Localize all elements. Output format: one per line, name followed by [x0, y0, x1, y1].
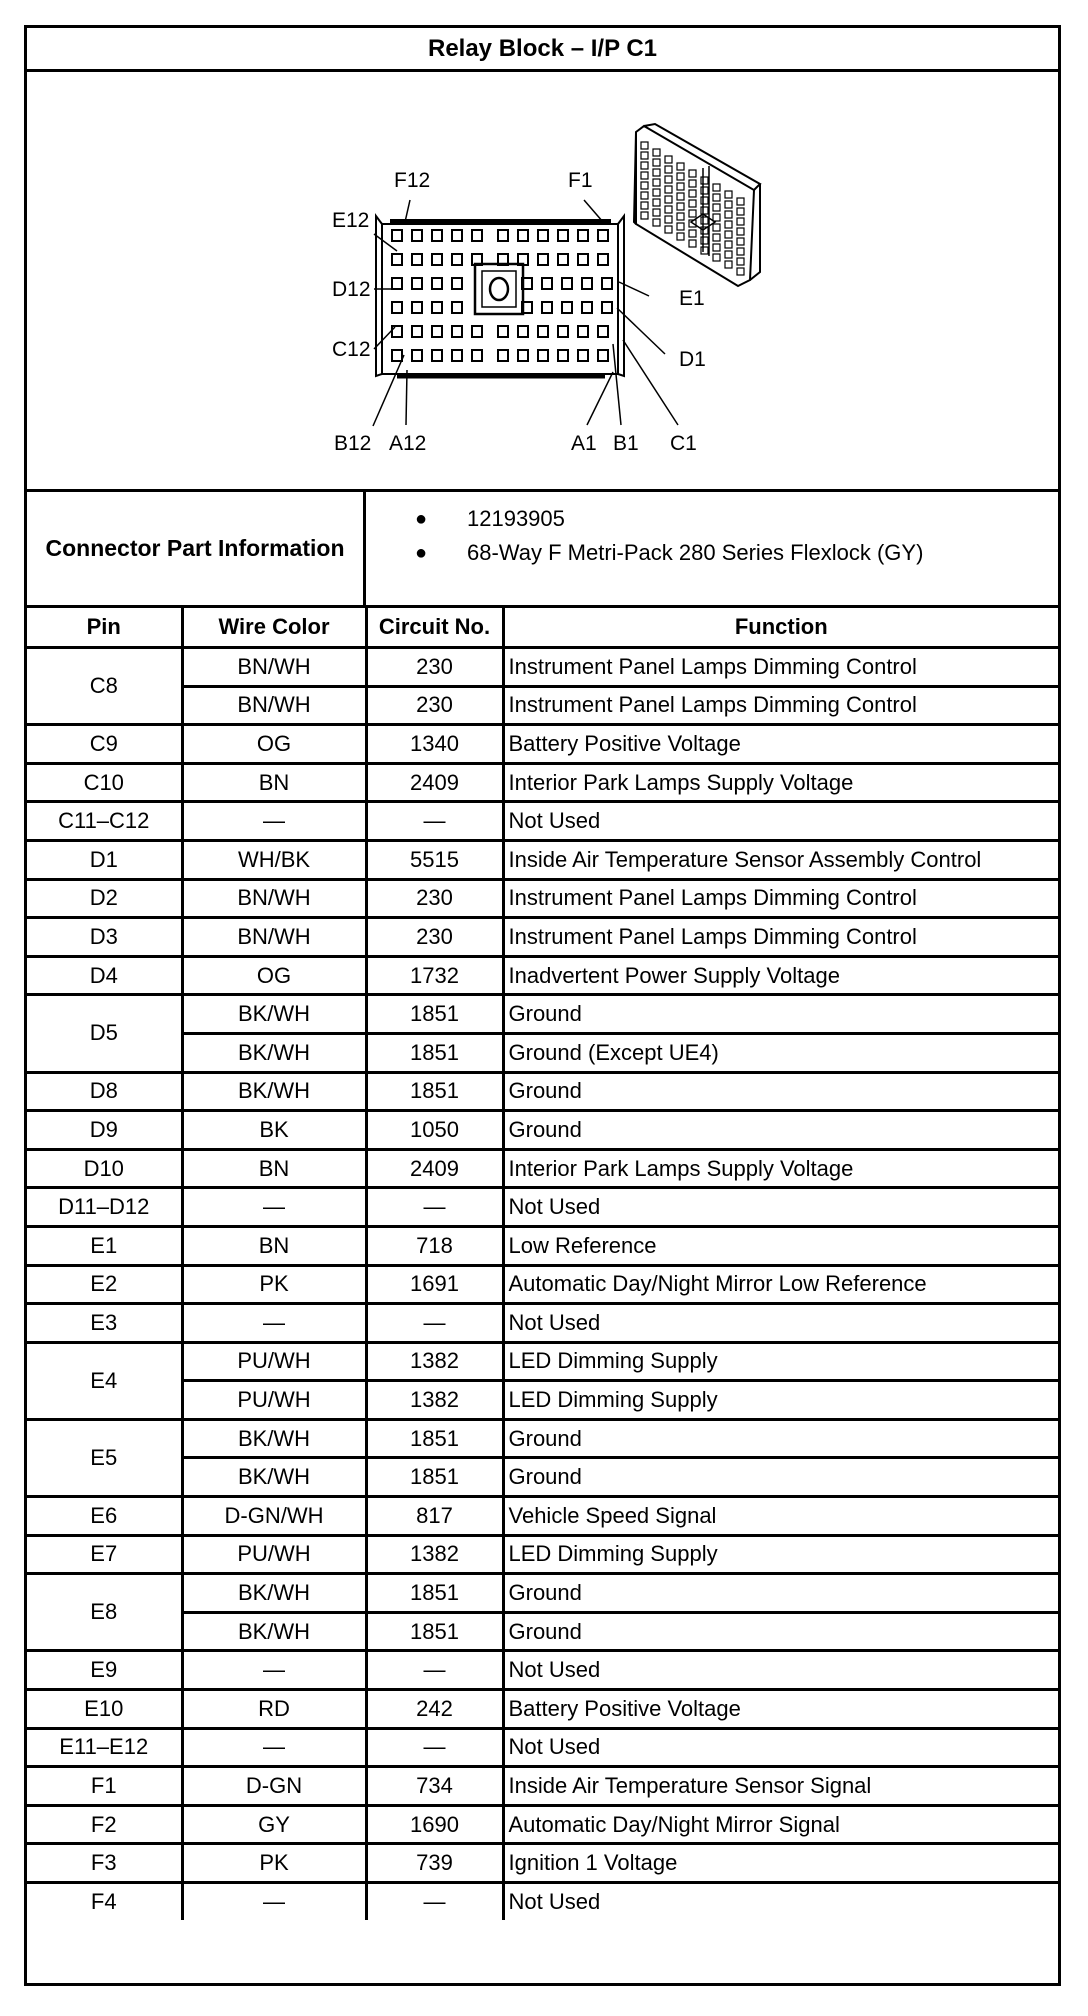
pin-cell: D1 — [27, 840, 182, 879]
circuit-cell: 2409 — [366, 763, 503, 802]
wire-color-cell: BK/WH — [182, 1419, 366, 1458]
function-cell: Inadvertent Power Supply Voltage — [503, 956, 1058, 995]
connector-cavity — [598, 350, 608, 361]
connector-cavity — [582, 302, 592, 313]
wire-color-cell: BN/WH — [182, 918, 366, 957]
wire-color-cell: BK/WH — [182, 1072, 366, 1111]
cavity-label-d12: D12 — [332, 278, 371, 301]
circuit-cell: 1382 — [366, 1381, 503, 1420]
connector-cavity — [392, 278, 402, 289]
table-row — [27, 840, 1058, 879]
circuit-cell: 5515 — [366, 840, 503, 879]
function-cell: Interior Park Lamps Supply Voltage — [503, 1149, 1058, 1188]
table-header-row — [27, 608, 1058, 648]
connector-cavity — [598, 254, 608, 265]
connector-cavity — [432, 254, 442, 265]
table-row — [27, 1342, 1058, 1381]
function-cell: Ground — [503, 1574, 1058, 1613]
function-cell: Not Used — [503, 1728, 1058, 1767]
connector-cavity — [452, 278, 462, 289]
table-row — [27, 1381, 1058, 1420]
pin-cell: D2 — [27, 879, 182, 918]
function-cell: Ground — [503, 1072, 1058, 1111]
table-row — [27, 1072, 1058, 1111]
connector-cavity — [432, 326, 442, 337]
function-cell: Not Used — [503, 1188, 1058, 1227]
table-row — [27, 995, 1058, 1034]
table-row — [27, 1304, 1058, 1343]
connector-cavity — [602, 302, 612, 313]
header-circuit-no: Circuit No. — [366, 608, 503, 648]
wire-color-cell: BN — [182, 763, 366, 802]
wire-color-cell: RD — [182, 1690, 366, 1729]
cavity-label-a1: A1 — [571, 432, 597, 455]
part-description: 68-Way F Metri-Pack 280 Series Flexlock (GY) — [467, 540, 924, 565]
connector-cavity — [542, 302, 552, 313]
circuit-cell: — — [366, 1728, 503, 1767]
pin-cell: D3 — [27, 918, 182, 957]
table-row — [27, 1458, 1058, 1497]
connector-cavity — [412, 278, 422, 289]
circuit-cell: 1690 — [366, 1805, 503, 1844]
table-row — [27, 1265, 1058, 1304]
pin-cell: C9 — [27, 725, 182, 764]
pin-cell: E11–E12 — [27, 1728, 182, 1767]
circuit-cell: 230 — [366, 879, 503, 918]
circuit-cell: 1050 — [366, 1111, 503, 1150]
circuit-cell: — — [366, 1304, 503, 1343]
pin-cell: D8 — [27, 1072, 182, 1111]
pin-cell: E4 — [27, 1342, 182, 1419]
circuit-cell: 734 — [366, 1767, 503, 1806]
connector-cavity — [412, 302, 422, 313]
pin-cell: E1 — [27, 1226, 182, 1265]
part-info-item: ● 12193905 — [415, 506, 565, 531]
function-cell: Vehicle Speed Signal — [503, 1497, 1058, 1536]
wire-color-cell: BK/WH — [182, 995, 366, 1034]
connector-cavity — [392, 230, 402, 241]
wire-color-cell: — — [182, 1883, 366, 1920]
function-cell: Ground — [503, 1458, 1058, 1497]
cavity-grid — [392, 230, 612, 361]
function-cell: Ignition 1 Voltage — [503, 1844, 1058, 1883]
table-row — [27, 879, 1058, 918]
connector-cavity — [518, 326, 528, 337]
circuit-cell: 718 — [366, 1226, 503, 1265]
connector-cavity — [578, 230, 588, 241]
connector-cavity — [392, 350, 402, 361]
connector-cavity — [472, 326, 482, 337]
connector-cavity — [538, 326, 548, 337]
part-info-list — [367, 502, 923, 570]
function-cell: LED Dimming Supply — [503, 1342, 1058, 1381]
cavity-label-b12: B12 — [334, 432, 372, 455]
function-cell: Ground (Except UE4) — [503, 1033, 1058, 1072]
table-row — [27, 725, 1058, 764]
connector-cavity — [578, 350, 588, 361]
table-row — [27, 1149, 1058, 1188]
circuit-cell: 1851 — [366, 1574, 503, 1613]
pin-cell: F4 — [27, 1883, 182, 1920]
connector-cavity — [412, 230, 422, 241]
circuit-cell: — — [366, 1188, 503, 1227]
function-cell: Low Reference — [503, 1226, 1058, 1265]
function-cell: LED Dimming Supply — [503, 1381, 1058, 1420]
function-cell: Battery Positive Voltage — [503, 725, 1058, 764]
pin-cell: E5 — [27, 1419, 182, 1496]
table-row — [27, 1651, 1058, 1690]
circuit-cell: 1382 — [366, 1342, 503, 1381]
wire-color-cell: PU/WH — [182, 1535, 366, 1574]
function-cell: Instrument Panel Lamps Dimming Control — [503, 918, 1058, 957]
pin-cell: D10 — [27, 1149, 182, 1188]
wire-color-cell: BK/WH — [182, 1612, 366, 1651]
wire-color-cell: BK/WH — [182, 1033, 366, 1072]
circuit-cell: 230 — [366, 686, 503, 725]
connector-cavity — [432, 278, 442, 289]
wire-color-cell: BN/WH — [182, 648, 366, 687]
function-cell: Not Used — [503, 1883, 1058, 1920]
wire-color-cell: BN — [182, 1226, 366, 1265]
function-cell: Ground — [503, 1419, 1058, 1458]
circuit-cell: 1382 — [366, 1535, 503, 1574]
pin-cell: E2 — [27, 1265, 182, 1304]
connector-cavity — [452, 326, 462, 337]
wire-color-cell: OG — [182, 725, 366, 764]
connector-face-drawing — [27, 72, 1058, 489]
pin-cell: D4 — [27, 956, 182, 995]
connector-cavity — [432, 350, 442, 361]
connector-cavity — [518, 350, 528, 361]
function-cell: Automatic Day/Night Mirror Signal — [503, 1805, 1058, 1844]
connector-cavity — [432, 230, 442, 241]
function-cell: Ground — [503, 1111, 1058, 1150]
connector-cavity — [598, 326, 608, 337]
connector-cavity — [392, 302, 402, 313]
connector-cavity — [582, 278, 592, 289]
pin-cell: D11–D12 — [27, 1188, 182, 1227]
table-row — [27, 648, 1058, 687]
table-row — [27, 1535, 1058, 1574]
wire-color-cell: PU/WH — [182, 1342, 366, 1381]
wire-color-cell: BK — [182, 1111, 366, 1150]
connector-cavity — [472, 230, 482, 241]
table-row — [27, 686, 1058, 725]
circuit-cell: 1691 — [366, 1265, 503, 1304]
cavity-label-a12: A12 — [389, 432, 427, 455]
connector-diagram — [27, 72, 1058, 492]
wire-color-cell: D-GN — [182, 1767, 366, 1806]
table-row — [27, 1188, 1058, 1227]
function-cell: Instrument Panel Lamps Dimming Control — [503, 648, 1058, 687]
circuit-cell: 1851 — [366, 1072, 503, 1111]
pin-cell: E9 — [27, 1651, 182, 1690]
cavity-label-b1: B1 — [613, 432, 639, 455]
cavity-label-f12: F12 — [394, 169, 431, 192]
connector-cavity — [542, 278, 552, 289]
connector-cavity — [558, 230, 568, 241]
wire-color-cell: OG — [182, 956, 366, 995]
pin-cell: E10 — [27, 1690, 182, 1729]
circuit-cell: 1851 — [366, 995, 503, 1034]
connector-cavity — [538, 230, 548, 241]
wire-color-cell: GY — [182, 1805, 366, 1844]
circuit-cell: 2409 — [366, 1149, 503, 1188]
circuit-cell: 1340 — [366, 725, 503, 764]
function-cell: Automatic Day/Night Mirror Low Reference — [503, 1265, 1058, 1304]
wire-color-cell: — — [182, 1651, 366, 1690]
wire-color-cell: WH/BK — [182, 840, 366, 879]
wire-color-cell: — — [182, 1304, 366, 1343]
cavity-label-f1: F1 — [568, 169, 593, 192]
table-row — [27, 1883, 1058, 1920]
connector-cavity — [452, 302, 462, 313]
function-cell: LED Dimming Supply — [503, 1535, 1058, 1574]
connector-sheet — [24, 25, 1061, 1986]
function-cell: Inside Air Temperature Sensor Assembly Control — [503, 840, 1058, 879]
table-row — [27, 1574, 1058, 1613]
connector-cavity — [392, 254, 402, 265]
circuit-cell: 817 — [366, 1497, 503, 1536]
connector-cavity — [498, 326, 508, 337]
pin-cell: D5 — [27, 995, 182, 1072]
connector-cavity — [498, 230, 508, 241]
wire-color-cell: BK/WH — [182, 1458, 366, 1497]
pin-cell: F3 — [27, 1844, 182, 1883]
pin-cell: C10 — [27, 763, 182, 802]
connector-cavity — [452, 230, 462, 241]
wire-color-cell: PU/WH — [182, 1381, 366, 1420]
connector-cavity — [598, 230, 608, 241]
table-row — [27, 918, 1058, 957]
table-row — [27, 1497, 1058, 1536]
function-cell: Inside Air Temperature Sensor Signal — [503, 1767, 1058, 1806]
pin-cell: E8 — [27, 1574, 182, 1651]
wire-color-cell: — — [182, 802, 366, 841]
pin-cell: E6 — [27, 1497, 182, 1536]
connector-cavity — [538, 254, 548, 265]
circuit-cell: 1851 — [366, 1033, 503, 1072]
page-title: Relay Block – I/P C1 — [27, 28, 1058, 72]
circuit-cell: 1851 — [366, 1612, 503, 1651]
circuit-cell: — — [366, 1883, 503, 1920]
connector-cavity — [498, 350, 508, 361]
wire-color-cell: BK/WH — [182, 1574, 366, 1613]
connector-cavity — [538, 350, 548, 361]
wire-color-cell: BN/WH — [182, 879, 366, 918]
connector-cavity — [558, 254, 568, 265]
header-function: Function — [503, 608, 1058, 648]
connector-cavity — [472, 350, 482, 361]
table-row — [27, 1612, 1058, 1651]
cavity-label-e12: E12 — [332, 209, 370, 232]
connector-cavity — [412, 350, 422, 361]
connector-cavity — [452, 254, 462, 265]
pin-cell: E7 — [27, 1535, 182, 1574]
table-row — [27, 1226, 1058, 1265]
circuit-cell: 230 — [366, 648, 503, 687]
connector-cavity — [412, 254, 422, 265]
wire-color-cell: D-GN/WH — [182, 1497, 366, 1536]
circuit-cell: 242 — [366, 1690, 503, 1729]
header-pin: Pin — [27, 608, 182, 648]
cavity-label-c1: C1 — [670, 432, 697, 455]
table-row — [27, 1690, 1058, 1729]
pin-cell: C8 — [27, 648, 182, 725]
function-cell: Not Used — [503, 1304, 1058, 1343]
connector-cavity — [578, 326, 588, 337]
wire-color-cell: BN/WH — [182, 686, 366, 725]
pin-cell: D9 — [27, 1111, 182, 1150]
function-cell: Interior Park Lamps Supply Voltage — [503, 763, 1058, 802]
table-row — [27, 1844, 1058, 1883]
function-cell: Not Used — [503, 802, 1058, 841]
circuit-cell: 1851 — [366, 1419, 503, 1458]
cavity-label-d1: D1 — [679, 348, 706, 371]
circuit-cell: 1732 — [366, 956, 503, 995]
connector-cavity — [558, 326, 568, 337]
pinout-table-body — [27, 648, 1058, 1920]
circuit-cell: 230 — [366, 918, 503, 957]
header-wire-color: Wire Color — [182, 608, 366, 648]
cavity-label-e1: E1 — [679, 287, 705, 310]
table-row — [27, 1419, 1058, 1458]
circuit-cell: — — [366, 1651, 503, 1690]
function-cell: Ground — [503, 995, 1058, 1034]
circuit-cell: 739 — [366, 1844, 503, 1883]
cavity-label-c12: C12 — [332, 338, 371, 361]
wire-color-cell: — — [182, 1188, 366, 1227]
pin-cell: F1 — [27, 1767, 182, 1806]
wire-color-cell: BN — [182, 1149, 366, 1188]
connector-cavity — [518, 230, 528, 241]
connector-cavity — [562, 302, 572, 313]
part-number: 12193905 — [467, 506, 565, 531]
pin-cell: F2 — [27, 1805, 182, 1844]
part-info-label: Connector Part Information — [27, 492, 366, 605]
connector-cavity — [602, 278, 612, 289]
table-row — [27, 802, 1058, 841]
wire-color-cell: — — [182, 1728, 366, 1767]
table-row — [27, 1767, 1058, 1806]
table-row — [27, 763, 1058, 802]
table-row — [27, 1111, 1058, 1150]
function-cell: Not Used — [503, 1651, 1058, 1690]
function-cell: Instrument Panel Lamps Dimming Control — [503, 686, 1058, 725]
table-row — [27, 1805, 1058, 1844]
connector-cavity — [558, 350, 568, 361]
connector-part-information — [27, 492, 1058, 608]
connector-cavity — [562, 278, 572, 289]
table-row — [27, 956, 1058, 995]
function-cell: Instrument Panel Lamps Dimming Control — [503, 879, 1058, 918]
circuit-cell: — — [366, 802, 503, 841]
function-cell: Battery Positive Voltage — [503, 1690, 1058, 1729]
table-row — [27, 1728, 1058, 1767]
circuit-cell: 1851 — [366, 1458, 503, 1497]
part-info-item: ● 68-Way F Metri-Pack 280 Series Flexlock (GY) — [415, 540, 924, 565]
connector-cavity — [578, 254, 588, 265]
connector-cavity — [452, 350, 462, 361]
function-cell: Ground — [503, 1612, 1058, 1651]
wire-color-cell: PK — [182, 1844, 366, 1883]
connector-cavity — [432, 302, 442, 313]
pinout-table — [27, 608, 1058, 1920]
table-row — [27, 1033, 1058, 1072]
connector-cavity — [412, 326, 422, 337]
pin-cell: E3 — [27, 1304, 182, 1343]
pin-cell: C11–C12 — [27, 802, 182, 841]
wire-color-cell: PK — [182, 1265, 366, 1304]
